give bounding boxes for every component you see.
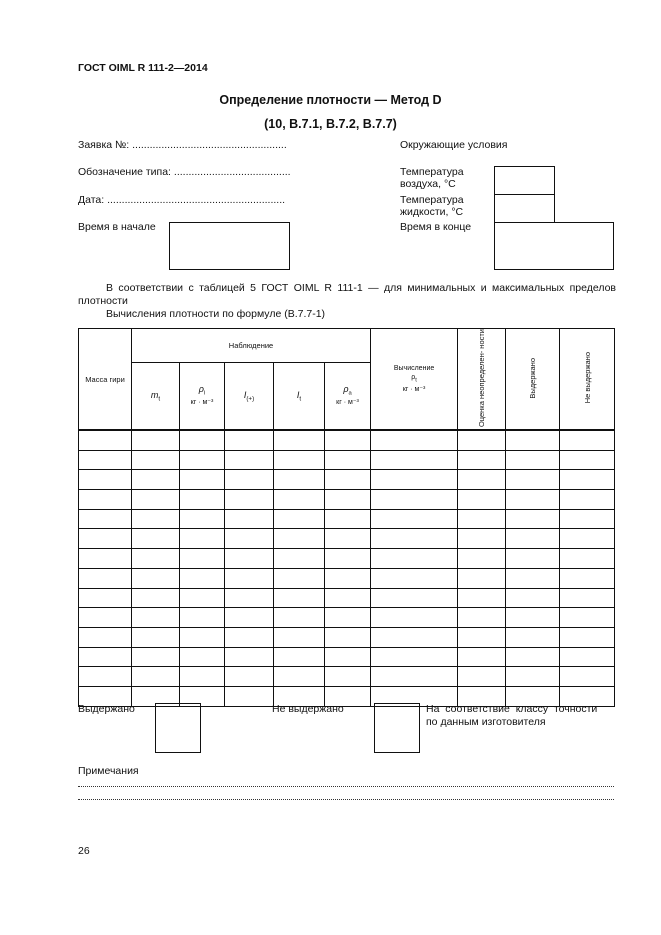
table-cell[interactable] [180,627,225,647]
table-cell[interactable] [132,647,180,667]
table-cell[interactable] [371,450,458,470]
table-cell[interactable] [506,549,560,569]
table-cell[interactable] [180,588,225,608]
table-cell[interactable] [506,529,560,549]
start-time-label: Время в начале [78,221,156,233]
table-cell[interactable] [274,529,325,549]
table-cell[interactable] [225,627,274,647]
accuracy-class-note: На соответствие классу точности по данным изготовителя [426,703,598,728]
formula-paragraph: Вычисления плотности по формуле (B.7.7-1) [106,308,326,320]
table-cell[interactable] [132,588,180,608]
table-cell[interactable] [458,627,506,647]
start-time-box[interactable] [169,222,290,270]
table-cell[interactable] [274,509,325,529]
table-cell[interactable] [79,667,132,687]
table-cell[interactable] [371,588,458,608]
notes-label: Примечания [78,765,139,777]
table-row [79,430,615,450]
table-cell[interactable] [274,627,325,647]
table-cell[interactable] [325,647,371,667]
env-title: Окружающие условия [400,139,508,151]
table-cell[interactable] [225,509,274,529]
table-cell[interactable] [458,529,506,549]
table-cell[interactable] [458,608,506,628]
table-cell[interactable] [560,490,615,510]
table-cell[interactable] [458,588,506,608]
table-cell[interactable] [79,608,132,628]
table-cell[interactable] [560,647,615,667]
table-cell[interactable] [458,490,506,510]
page-title: Определение плотности — Метод D [219,93,442,107]
table-cell[interactable] [560,588,615,608]
table-cell[interactable] [225,490,274,510]
table-cell[interactable] [274,470,325,490]
col-mass-header: Масса гири [79,329,132,431]
table-cell[interactable] [325,549,371,569]
observation-table-body [79,430,615,706]
table-cell[interactable] [506,588,560,608]
passed-label: Выдержано [78,703,135,715]
table-cell[interactable] [132,608,180,628]
table-cell[interactable] [180,568,225,588]
table-row [79,667,615,687]
table-cell[interactable] [560,627,615,647]
sub-rho-l-header: $\rho_l$ кг · м⁻³ [180,363,225,431]
table-cell[interactable] [371,529,458,549]
type-field [78,166,291,178]
table-cell[interactable] [225,470,274,490]
table-cell[interactable] [79,509,132,529]
table-cell[interactable] [274,549,325,569]
table-row [79,627,615,647]
table-cell[interactable] [325,490,371,510]
table-cell[interactable] [79,647,132,667]
table-cell[interactable] [325,608,371,628]
table-cell[interactable] [560,608,615,628]
table-cell[interactable] [79,490,132,510]
table-cell[interactable] [79,588,132,608]
table-cell[interactable] [180,509,225,529]
table-cell[interactable] [371,608,458,628]
table-cell[interactable] [506,667,560,687]
passed-checkbox[interactable] [155,703,201,753]
table-cell[interactable] [180,529,225,549]
table-cell[interactable] [274,667,325,687]
table-cell[interactable] [79,529,132,549]
table-cell[interactable] [458,647,506,667]
table-cell[interactable] [274,588,325,608]
table-cell[interactable] [225,529,274,549]
date-label: Дата: [78,194,105,206]
table-cell[interactable] [506,608,560,628]
table-cell[interactable] [325,509,371,529]
failed-checkbox[interactable] [374,703,420,753]
table-cell[interactable] [371,490,458,510]
table-cell[interactable] [325,627,371,647]
table-cell[interactable] [325,470,371,490]
table-cell[interactable] [325,588,371,608]
sub-mt-header: $m_t$ [132,363,180,431]
table-cell[interactable] [458,430,506,450]
page-number: 26 [78,845,90,857]
table-cell[interactable] [132,430,180,450]
table-cell[interactable] [506,627,560,647]
col-calc-header: Вычисление $\rho_t$ кг · м⁻³ [371,329,458,431]
application-label: Заявка №: [78,139,130,151]
table-cell[interactable] [79,568,132,588]
table-cell[interactable] [560,529,615,549]
sub-rho-a-header: $\rho_a$ кг · м⁻³ [325,363,371,431]
table-cell[interactable] [274,430,325,450]
col-passed-header: Выдержано [506,329,560,431]
table-cell[interactable] [325,450,371,470]
table-cell[interactable] [371,568,458,588]
table-cell[interactable] [132,509,180,529]
table-cell[interactable] [560,470,615,490]
end-time-label: Время в конце [400,221,472,233]
table-cell[interactable] [79,549,132,569]
table-cell[interactable] [371,627,458,647]
table-cell[interactable] [506,450,560,470]
table-cell[interactable] [506,509,560,529]
table-row [79,529,615,549]
date-field [78,194,285,206]
table-cell[interactable] [274,608,325,628]
table-cell[interactable] [274,490,325,510]
sub-i-plus-header: $I_{(+)}$ [225,363,274,431]
table-cell[interactable] [225,568,274,588]
col-observation-header: Наблюдение [132,329,371,363]
table-cell[interactable] [79,450,132,470]
table-cell[interactable] [371,430,458,450]
table-cell[interactable] [225,450,274,470]
table-cell[interactable] [225,686,274,706]
table-cell[interactable] [225,608,274,628]
table-cell[interactable] [560,430,615,450]
table-cell[interactable] [458,470,506,490]
application-field [78,139,287,151]
table-cell[interactable] [180,549,225,569]
table-cell[interactable] [180,430,225,450]
table-cell[interactable] [79,470,132,490]
table-cell[interactable] [274,450,325,470]
table-cell[interactable] [560,667,615,687]
table-cell[interactable] [79,430,132,450]
table-cell[interactable] [132,568,180,588]
table-cell[interactable] [506,470,560,490]
table-cell[interactable] [132,470,180,490]
table-cell[interactable] [325,430,371,450]
table-cell[interactable] [458,667,506,687]
table-cell[interactable] [132,627,180,647]
table-cell[interactable] [274,647,325,667]
liquid-temp-label: Температура жидкости, °C [400,194,464,218]
table-row [79,509,615,529]
air-temp-label: Температура воздуха, °C [400,166,464,190]
table-row [79,608,615,628]
col-failed-header: Не выдержано [560,329,615,431]
end-time-box[interactable] [494,222,614,270]
notes-line-1[interactable] [78,786,614,787]
density-limits-paragraph: В соответствии с таблицей 5 ГОСТ OIML R 111-1 — для минимальных и максимальных пределов плотности [78,282,616,307]
table-row [79,568,615,588]
table-cell[interactable] [225,549,274,569]
table-row [79,647,615,667]
liquid-temp-box[interactable] [494,194,555,223]
table-cell[interactable] [371,647,458,667]
table-cell[interactable] [506,430,560,450]
col-uncertainty-header: Оценка неопределен- ности [458,329,506,431]
table-cell[interactable] [506,647,560,667]
table-cell[interactable] [458,549,506,569]
table-cell[interactable] [225,667,274,687]
table-row [79,490,615,510]
date-dots: ............................................................. [107,194,286,206]
application-dots: ..................................................... [132,139,287,151]
table-cell[interactable] [225,647,274,667]
table-row [79,549,615,569]
table-cell[interactable] [560,509,615,529]
table-cell[interactable] [371,470,458,490]
table-row [79,450,615,470]
table-cell[interactable] [274,568,325,588]
table-cell[interactable] [180,470,225,490]
page-subtitle: (10, B.7.1, B.7.2, B.7.7) [264,117,397,131]
air-temp-box[interactable] [494,166,555,195]
table-cell[interactable] [79,627,132,647]
table-row [79,588,615,608]
table-cell[interactable] [325,667,371,687]
table-cell[interactable] [180,490,225,510]
table-cell[interactable] [506,568,560,588]
table-cell[interactable] [225,430,274,450]
table-cell[interactable] [506,490,560,510]
table-cell[interactable] [180,647,225,667]
table-cell[interactable] [560,549,615,569]
failed-label: Не выдержано [272,703,344,715]
type-dots: ........................................ [173,166,291,178]
table-cell[interactable] [560,450,615,470]
table-cell[interactable] [225,588,274,608]
table-cell[interactable] [458,568,506,588]
table-cell[interactable] [371,509,458,529]
table-cell[interactable] [560,568,615,588]
table-cell[interactable] [325,529,371,549]
observation-table [78,328,615,707]
table-cell[interactable] [132,667,180,687]
table-cell[interactable] [132,450,180,470]
table-cell[interactable] [132,549,180,569]
table-cell[interactable] [180,667,225,687]
notes-line-2[interactable] [78,799,614,800]
table-cell[interactable] [180,608,225,628]
table-row [79,470,615,490]
table-cell[interactable] [458,509,506,529]
table-cell[interactable] [325,568,371,588]
table-cell[interactable] [132,529,180,549]
table-cell[interactable] [371,549,458,569]
type-label: Обозначение типа: [78,166,171,178]
table-cell[interactable] [132,490,180,510]
table-cell[interactable] [180,450,225,470]
table-cell[interactable] [371,667,458,687]
sub-i-header: $I_t$ [274,363,325,431]
table-cell[interactable] [458,450,506,470]
standard-header: ГОСТ OIML R 111-2—2014 [78,62,208,74]
